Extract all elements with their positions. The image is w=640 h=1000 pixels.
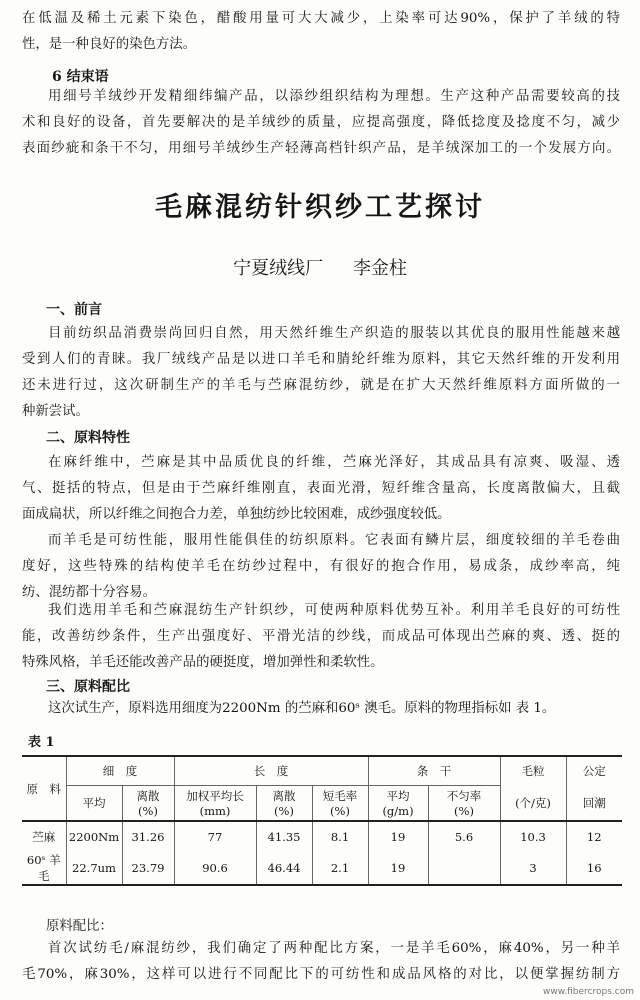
text-line: 性，是一种良好的染色方法。 [22,37,197,52]
text-line: 特殊风格，羊毛还能改善产品的硬挺度，增加弹性和柔软性。 [22,655,384,670]
text-line: 毛70%，麻30%，这样可以进行不同配比下的可纺性和成品风格的对比，以便掌握纺制方 [22,967,620,982]
header-cell: 平均 (g/m) [368,786,428,822]
text-line: 能，改善纺纱条件，生产出强度好、平滑光洁的纱线，而成品可体现出苎麻的爽、透、挺的 [22,629,620,644]
header-cell: 公定 [566,756,622,786]
header-cell: 条 干 [368,756,500,786]
table-header-row [22,786,622,822]
table-cell: 23.79 [122,852,174,885]
text-line: 还未进行过，这次研制生产的羊毛与苎麻混纺纱，就是在扩大天然纤维原料方面所做的一 [22,378,620,393]
text-line: 用细号羊绒纱开发精细纬编产品，以添纱组织结构为理想。生产这种产品需要较高的技 [48,89,620,104]
section-heading-1: 一、前言 [46,302,102,318]
header-cell: 平均 [66,786,122,822]
table-cell: 19 [368,852,428,885]
table-cell: 苎麻 [22,821,66,852]
text-line: 我们选用羊毛和苎麻混纺生产针织纱，可使两种原料优势互补。利用羊毛良好的可纺性 [48,603,620,618]
table-cell: 8.1 [312,821,368,852]
text-line: 首次试纺毛/麻混纺纱，我们确定了两种配比方案，一是羊毛60%，麻40%，另一种羊 [48,941,620,956]
header-cell: 回潮 [582,795,606,810]
organization: 宁夏绒线厂 [233,258,324,279]
table-cell: 16 [566,852,622,885]
header-cell: 加权平均长 (mm) [174,786,256,822]
table-cell: 3 [500,852,566,885]
section-heading-3: 三、原料配比 [46,679,130,695]
table-cell: 10.3 [500,821,566,852]
table-cell: 2.1 [312,852,368,885]
table-cell: 60ˢ 羊毛 [22,852,66,885]
header-cell: 离散 (%) [122,786,174,822]
text-line: 纺、混纺都十分容易。 [22,585,156,600]
section-heading-2: 二、原料特性 [46,430,130,446]
table-cell: 2200Nm [66,821,122,852]
section-3-paragraph [22,696,620,722]
text-line: 而羊毛是可纺性能，服用性能俱佳的纺织原料。它表面有鳞片层，细度较细的羊毛卷曲 [48,533,620,548]
ratio-paragraph [22,936,620,988]
table-cell: 46.44 [256,852,312,885]
text-line: 在麻纤维中，苎麻是其中品质优良的纤维，苎麻光泽好，其成品具有凉爽、吸湿、透 [48,455,620,470]
section-1-paragraph [22,321,620,425]
table-cell: 12 [566,821,622,852]
table-cell: 41.35 [256,821,312,852]
conclusion-paragraph [22,84,620,162]
watermark: www.fibercrops.com [543,987,634,997]
conclusion-heading: 6 结束语 [52,69,109,85]
table-cell [428,852,500,885]
text-line: 术和良好的设备，首先要解决的是羊绒纱的质量，应提高强度，降低捻度及捻度不匀，减少 [22,115,620,130]
header-cell: 细 度 [66,756,174,786]
physical-properties-table [22,755,622,886]
table-row [22,852,622,885]
table-cell: 90.6 [174,852,256,885]
header-cell: 原 料 [22,756,66,821]
article-title: 毛麻混纺针织纱工艺探讨 [155,192,485,223]
section-2-paragraph-1 [22,450,620,528]
table-cell: 77 [174,821,256,852]
header-cell: (个/克) [500,786,566,822]
byline [0,254,640,280]
text-line: 目前纺织品消费崇尚回归自然，用天然纤维生产织造的服装以其优良的服用性能越来越 [48,326,620,341]
ratio-label: 原料配比： [46,919,113,934]
author-name: 李金柱 [352,258,407,279]
text-line: 受到人们的青睐。我厂绒线产品是以进口羊毛和腈纶纤维为原料，其它天然纤维的开发利用 [22,352,620,367]
table-cell: 5.6 [428,821,500,852]
table-cell: 31.26 [122,821,174,852]
text-line: 在低温及稀土元素下染色，醋酸用量可大大减少，上染率可达90%，保护了羊绒的特 [22,11,620,26]
table-label: 表 1 [28,735,55,750]
table-row [22,821,622,852]
text-line: 表面纱疵和条干不匀，用细号羊绒纱生产轻薄高档针织产品，是羊绒深加工的一个发展方向。 [22,141,620,156]
section-2-paragraph-3 [22,598,620,676]
table-cell: 19 [368,821,428,852]
section-2-paragraph-2 [22,528,620,606]
header-cell: 长 度 [174,756,368,786]
text-line: 这次试生产，原料选用细度为2200Nm 的苎麻和60ˢ 澳毛。原料的物理指标如 表 1。 [48,701,556,716]
text-line: 种新尝试。 [22,404,89,419]
text-line: 面成扁状，所以纤维之间抱合力差，单独纺纱比较困难，成纱强度较低。 [22,507,451,522]
header-cell: 不匀率 (%) [428,786,500,822]
table-header-row [22,756,622,786]
intro-paragraph [22,6,620,58]
header-cell: 离散 (%) [256,786,312,822]
text-line: 气、挺括的特点，但是由于苎麻纤维刚直，表面光滑，短纤维含量高，长度离散偏大，且截 [22,481,620,496]
header-cell: 短毛率 (%) [312,786,368,822]
header-cell: 毛粒 [500,756,566,786]
text-line: 度好，这些特殊的结构使羊毛在纺纱过程中，有很好的抱合作用，易成条，成纱率高，纯 [22,559,620,574]
table-cell: 22.7um [66,852,122,885]
